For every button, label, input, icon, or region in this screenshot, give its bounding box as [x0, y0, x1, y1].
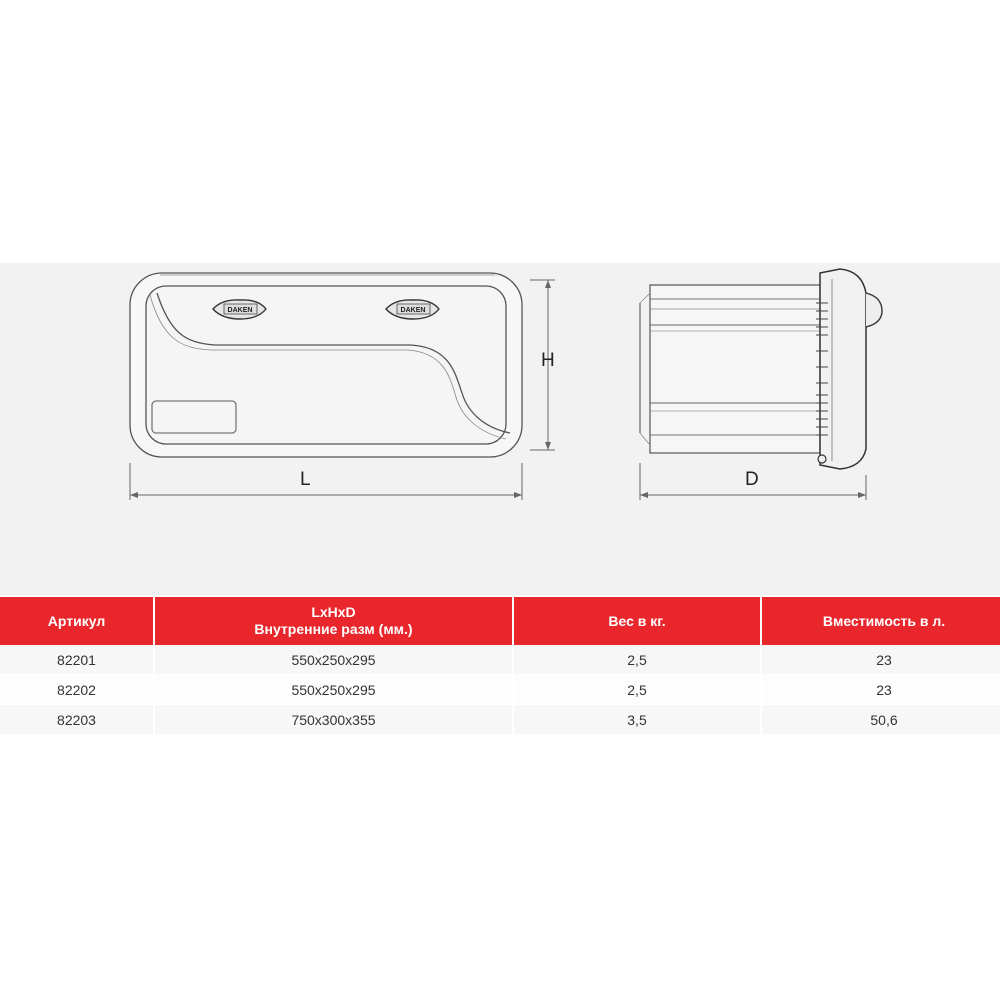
- l-dim-arrow-right: [514, 492, 522, 498]
- height-dimension-label: H: [541, 350, 555, 371]
- side-back-edge-top: [640, 293, 650, 303]
- header-capacity: [761, 597, 1000, 645]
- cell-dimensions: 550x250x295: [154, 645, 513, 675]
- cell-weight: 2,5: [513, 645, 761, 675]
- cell-capacity: 23: [761, 675, 1000, 705]
- side-view: [640, 269, 882, 500]
- cell-weight: 2,5: [513, 675, 761, 705]
- side-flange: [820, 269, 866, 469]
- cell-article: 82202: [0, 675, 154, 705]
- width-dimension-label: L: [300, 469, 311, 490]
- cell-capacity: 23: [761, 645, 1000, 675]
- cell-dimensions: 750x300x355: [154, 705, 513, 735]
- table-row: [0, 675, 1000, 705]
- cell-weight: 3,5: [513, 705, 761, 735]
- spec-table: [0, 597, 1000, 735]
- box-lid: [146, 286, 506, 444]
- drawing-svg: [0, 263, 1000, 595]
- side-back-edge-bottom: [640, 433, 650, 445]
- header-dimensions-line2: Внутренние разм (мм.): [254, 621, 413, 637]
- side-hinge-pin: [818, 455, 826, 463]
- header-weight: [513, 597, 761, 645]
- d-dim-arrow-left: [640, 492, 648, 498]
- d-dim-arrow-right: [858, 492, 866, 498]
- cell-capacity: 50,6: [761, 705, 1000, 735]
- header-dimensions: [154, 597, 513, 645]
- technical-drawing: [0, 263, 1000, 595]
- header-dimensions-line1: LxHxD: [311, 604, 356, 620]
- header-weight-text: Вес в кг.: [608, 612, 666, 629]
- header-article: [0, 597, 154, 645]
- lock-left-logo: DAKEN: [227, 307, 253, 314]
- side-body: [650, 285, 820, 453]
- h-dim-arrow-top: [545, 280, 551, 288]
- cell-article: 82201: [0, 645, 154, 675]
- cell-dimensions: 550x250x295: [154, 675, 513, 705]
- h-dim-arrow-bottom: [545, 442, 551, 450]
- table-header-row: [0, 597, 1000, 645]
- side-lock-knob: [866, 293, 882, 327]
- lock-right-logo: DAKEN: [400, 307, 426, 314]
- header-article-text: Артикул: [47, 612, 106, 629]
- l-dim-arrow-left: [130, 492, 138, 498]
- cell-article: 82203: [0, 705, 154, 735]
- front-view: [130, 273, 555, 500]
- table-row: [0, 645, 1000, 675]
- depth-dimension-label: D: [745, 469, 759, 490]
- header-capacity-text: Вместимость в л.: [822, 612, 946, 629]
- table-row: [0, 705, 1000, 735]
